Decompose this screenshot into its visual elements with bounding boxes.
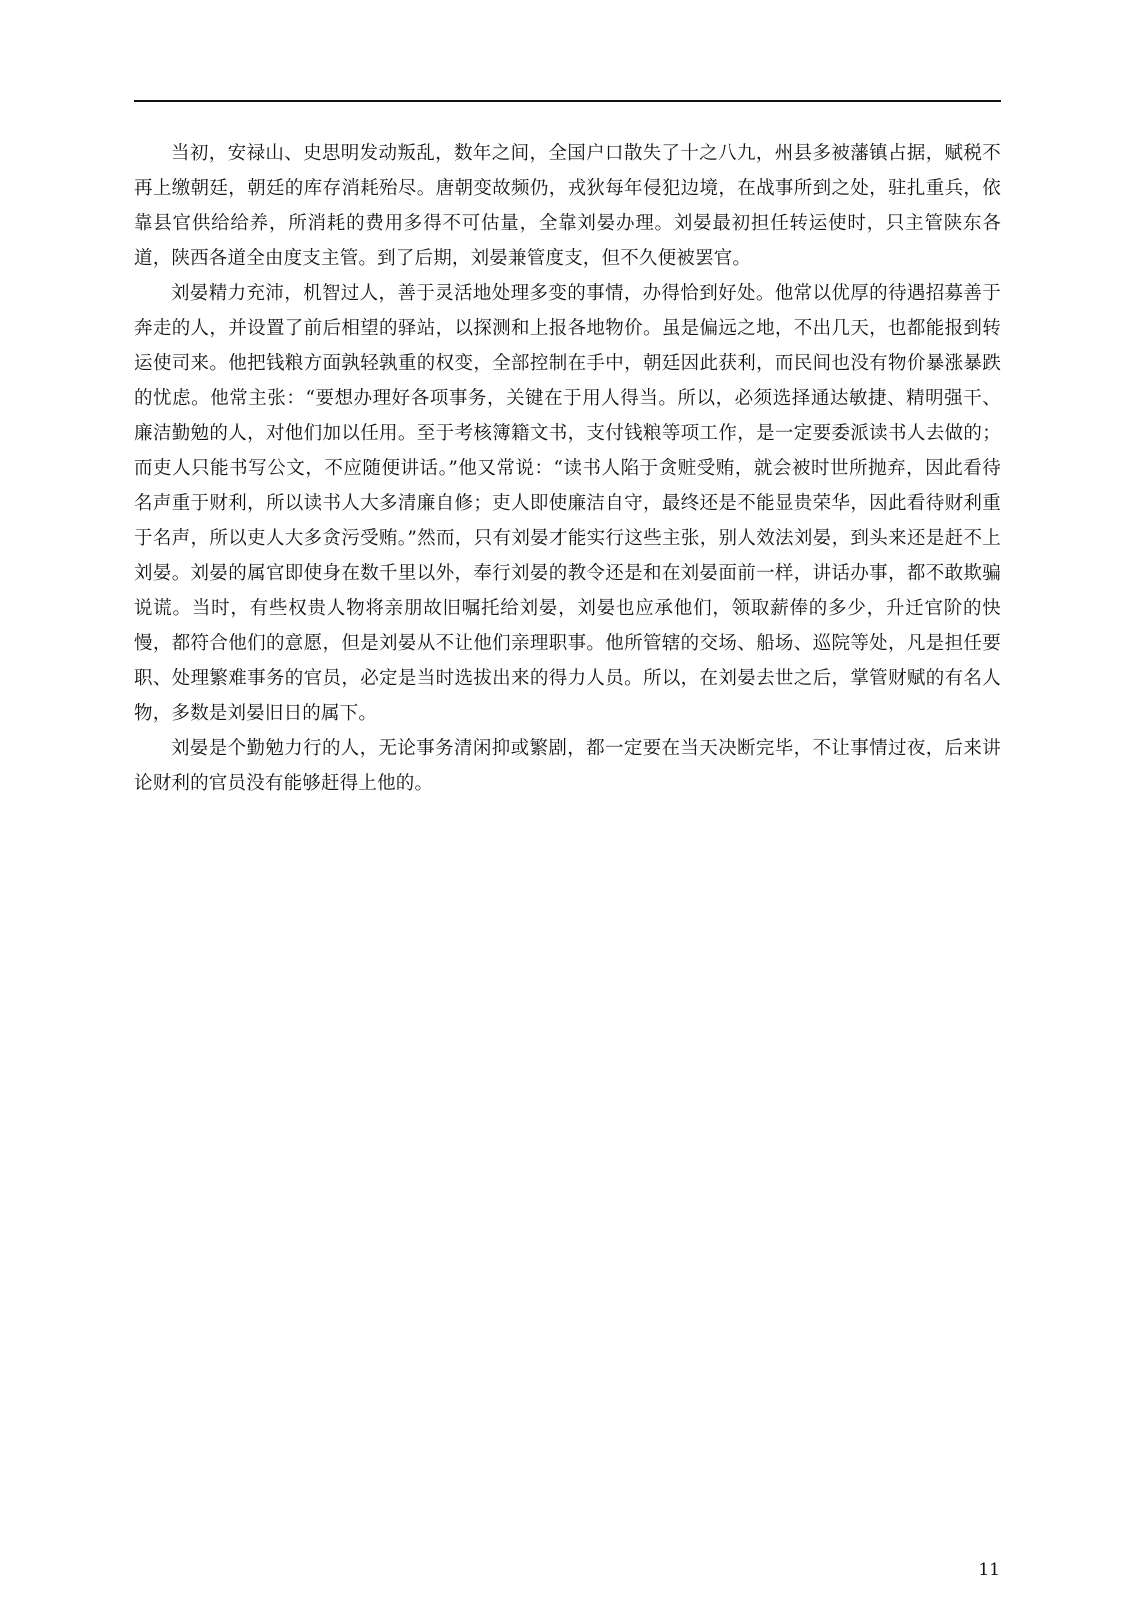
- paragraph-1: 当初，安禄山、史思明发动叛乱，数年之间，全国户口散失了十之八九，州县多被藩镇占据，赋税不再上缴朝廷，朝廷的库存消耗殆尽。唐朝变故频仍，戎狄每年侵犯边境，在战事所到之处，驻扎重兵，依靠县官供给给养，所消耗的费用多得不可估量，全靠刘晏办理。刘晏最初担任转运使时，只主管陕东各道，陕西各道全由度支主管。到了后期，刘晏兼管度支，但不久便被罢官。: [134, 143, 1001, 269]
- body-text: [134, 136, 1001, 801]
- paragraph-3: 刘晏是个勤勉力行的人，无论事务清闲抑或繁剧，都一定要在当天决断完毕，不让事情过夜，后来讲论财利的官员没有能够赶得上他的。: [134, 738, 1001, 794]
- paragraph-2: 刘晏精力充沛，机智过人，善于灵活地处理多变的事情，办得恰到好处。他常以优厚的待遇招募善于奔走的人，并设置了前后相望的驿站，以探测和上报各地物价。虽是偏远之地，不出几天，也都能报到转运使司来。他把钱粮方面孰轻孰重的权变，全部控制在手中，朝廷因此获利，而民间也没有物价暴涨暴跌的忧虑。他常主张：“要想办理好各项事务，关键在于用人得当。所以，必须选择通达敏捷、精明强干、廉洁勤勉的人，对他们加以任用。至于考核簿籍文书，支付钱粮等项工作，是一定要委派读书人去做的；而吏人只能书写公文，不应随便讲话。”他又常说：“读书人陷于贪赃受贿，就会被时世所抛弃，因此看待名声重于财利，所以读书人大多清廉自修；吏人即使廉洁自守，最终还是不能显贵荣华，因此看待财利重于名声，所以吏人大多贪污受贿。”然而，只有刘晏才能实行这些主张，别人效法刘晏，到头来还是赶不上刘晏。刘晏的属官即使身在数千里以外，奉行刘晏的教令还是和在刘晏面前一样，讲话办事，都不敢欺骗说谎。当时，有些权贵人物将亲朋故旧嘱托给刘晏，刘晏也应承他们，领取薪俸的多少，升迁官阶的快慢，都符合他们的意愿，但是刘晏从不让他们亲理职事。他所管辖的交场、船场、巡院等处，凡是担任要职、处理繁难事务的官员，必定是当时选拔出来的得力人员。所以，在刘晏去世之后，掌管财赋的有名人物，多数是刘晏旧日的属下。: [134, 283, 1001, 724]
- header-rule: [134, 100, 1001, 102]
- page-number: 11: [978, 1560, 1000, 1580]
